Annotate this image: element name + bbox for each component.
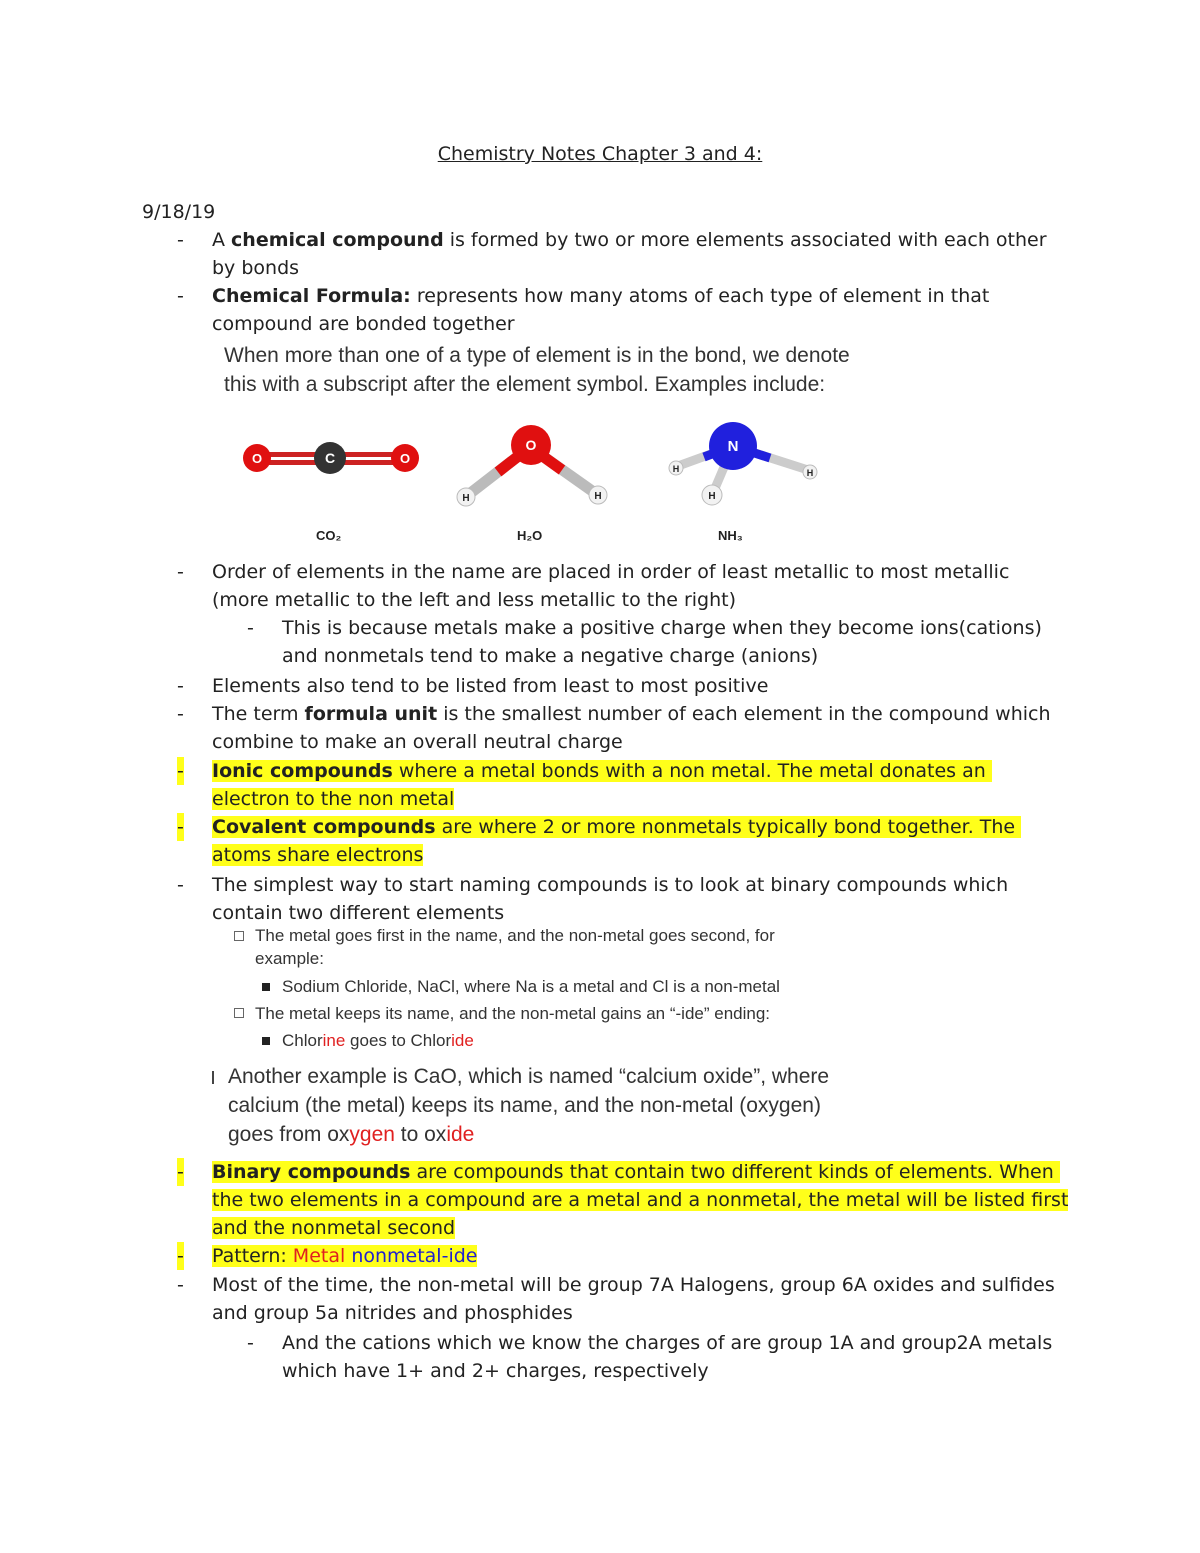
hollow-bullet-icon [234,931,244,941]
binary-compounds-def: Binary compounds are compounds that contain two different kinds of elements. When [212,1158,1060,1186]
bullet-dash: - [177,874,184,896]
ionic-compounds-def-cont: electron to the non metal [212,788,455,810]
atom-label-o: O [399,451,411,466]
atom-label-n: N [727,438,739,455]
nonmetal-groups-note: Most of the time, the non-metal will be group 7A Halogens, group 6A oxides and sulfides [212,1274,1055,1296]
bullet-dash: - [177,1242,184,1270]
metal-first-note-cont: example: [255,949,324,968]
page-title: Chemistry Notes Chapter 3 and 4: [437,143,763,165]
subscript-note-line2: this with a subscript after the element symbol. Examples include: [224,373,826,396]
chemical-compound-def-cont: by bonds [212,257,300,279]
formula-unit-def: The term formula unit is the smallest number of each element in the compound which [212,703,1051,725]
subscript-note-line1: When more than one of a type of element is in the bond, we denote [224,344,850,367]
co2-label: CO₂ [316,528,342,543]
element-order-note-cont: (more metallic to the left and less metallic to the right) [212,589,737,611]
oxygen-to-oxide: goes from oxygen to oxide [228,1123,475,1146]
atom-label-o: O [251,451,263,466]
ide-ending-note: The metal keeps its name, and the non-metal gains an “-ide” ending: [255,1004,771,1023]
bullet-dash: - [177,675,184,697]
bullet-dash: - [177,1274,184,1296]
atom-label-h: H [594,491,602,502]
binary-compounds-def-cont: the two elements in a compound are a metal and a nonmetal, the metal will be listed first [212,1189,1069,1211]
nh3-molecule [669,422,817,505]
image-bullet-mark [212,1071,214,1084]
naming-pattern: Pattern: Metal nonmetal-ide [212,1245,478,1267]
bullet-dash: - [177,561,184,583]
binary-compounds-def-end: and the nonmetal second [212,1217,456,1239]
square-bullet-icon [262,983,270,991]
binary-naming-note: The simplest way to start naming compounds is to look at binary compounds which [212,874,1009,896]
hollow-bullet-icon [234,1008,244,1018]
cao-example-cont: calcium (the metal) keeps its name, and the non-metal (oxygen) [228,1094,821,1117]
date: 9/18/19 [142,201,216,223]
atom-label-h: H [462,493,470,504]
covalent-compounds-def-cont: atoms share electrons [212,844,424,866]
chemical-formula-def: Chemical Formula: represents how many atoms of each type of element in that [212,285,990,307]
cation-charges-note: And the cations which we know the charges of are group 1A and group2A metals [282,1332,1053,1354]
ions-note: This is because metals make a positive charge when they become ions(cations) [282,617,1042,639]
bullet-dash: - [177,757,184,785]
bullet-dash: - [177,1158,184,1186]
element-order-note: Order of elements in the name are placed in order of least metallic to most metallic [212,561,1010,583]
formula-unit-def-cont: combine to make an overall neutral charge [212,731,623,753]
sub-bullet-dash: - [247,617,254,639]
chemical-compound-def: A chemical compound is formed by two or more elements associated with each other [212,229,1047,251]
h2o-label: H₂O [517,528,543,543]
atom-label-o: O [525,437,537,453]
chemical-formula-def-cont: compound are bonded together [212,313,515,335]
atom-label-h: H [708,491,716,502]
ionic-compounds-def: Ionic compounds where a metal bonds with a non metal. The metal donates an [212,757,992,785]
nonmetal-groups-note-cont: and group 5a nitrides and phosphides [212,1302,573,1324]
chlorine-example: Chlorine goes to Chloride [282,1031,474,1050]
cation-charges-note-cont: which have 1+ and 2+ charges, respectively [282,1360,709,1382]
binary-naming-note-cont: contain two different elements [212,902,505,924]
bullet-dash: - [177,813,184,841]
bullet-dash: - [177,229,184,251]
molecule-diagram [230,415,830,515]
atom-label-c: C [324,450,336,466]
nh3-label: NH₃ [718,528,743,543]
bullet-dash: - [177,285,184,307]
sodium-chloride-example: Sodium Chloride, NaCl, where Na is a metal and Cl is a non-metal [282,977,780,996]
positive-order-note: Elements also tend to be listed from least to most positive [212,675,769,697]
metal-first-note: The metal goes first in the name, and the non-metal goes second, for [255,926,775,945]
covalent-compounds-def: Covalent compounds are where 2 or more nonmetals typically bond together. The [212,813,1021,841]
cao-example: Another example is CaO, which is named “calcium oxide”, where [228,1065,830,1088]
sub-bullet-dash: - [247,1332,254,1354]
ions-note-cont: and nonmetals tend to make a negative charge (anions) [282,645,819,667]
atom-label-h: H [806,468,814,478]
bullet-dash: - [177,703,184,725]
atom-label-h: H [672,464,680,474]
square-bullet-icon [262,1037,270,1045]
